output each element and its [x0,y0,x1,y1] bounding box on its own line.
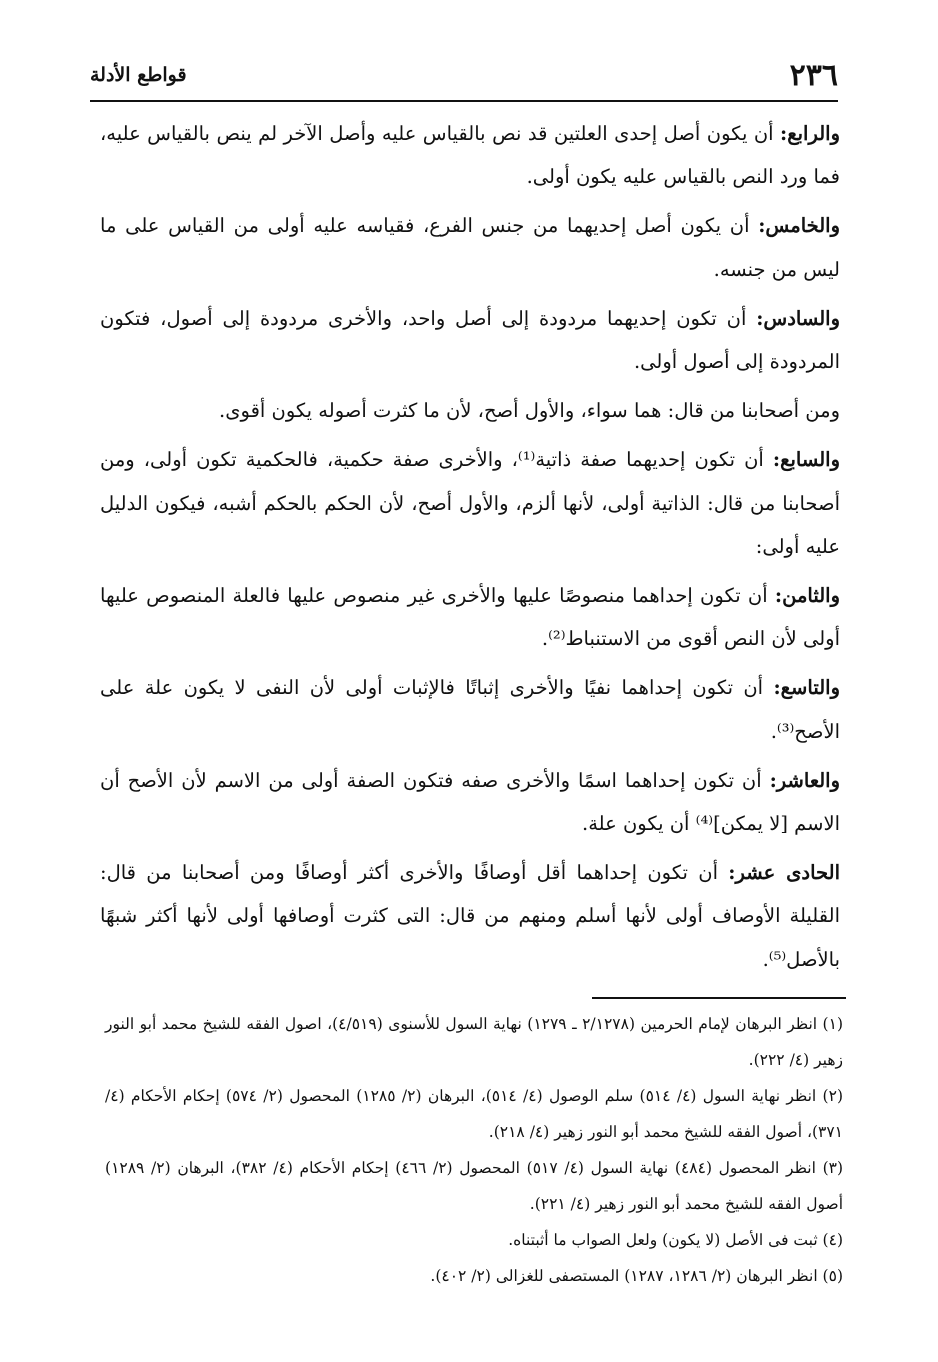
paragraph-text: أن تكون إحداهما منصوصًا عليها والأخرى غير منصوص عليها فالعلة المنصوص عليها أولى لأن النص أقوى من الاستنباط⁽²⁾. [100,584,840,651]
header-rule [90,100,838,102]
paragraph-ashir [100,759,840,845]
footnote-1: (١) انظر البرهان لإمام الحرمين (٢/١٢٧٨ ـ ١٢٧٩) نهاية السول للأسنوى (٤/٥١٩)، اصول الفقه للشيخ محمد أبو النور زهير (٤/ ٢٢٢). [105,1015,843,1069]
paragraph-lead: والرابع: [780,122,840,145]
footnote-3: (٣) انظر المحصول (٤٨٤) نهاية السول (٤/ ٥١٧) المحصول (٢/ ٤٦٦) إحكام الأحكام (٤/ ٣٨٢)، البرهان (٢/ ١٢٨٩) أصول الفقه للشيخ محمد أبو النور زهير (٤/ ٢٢١). [105,1159,844,1213]
paragraph-thamin [100,574,840,660]
paragraph-lead: والثامن: [774,584,840,608]
paragraph-sabi [100,438,840,568]
paragraph-sadis [100,297,840,383]
paragraph-lead: والسابع: [772,448,840,472]
paragraph-text: أن يكون أصل إحدى العلتين قد نص بالقياس عليه وأصل الآخر لم ينص بالقياس عليه، فما ورد النص بالقياس عليه يكون أولى. [100,122,840,189]
main-text [100,112,840,987]
paragraph-tasi [100,666,840,752]
paragraph-lead: والخامس: [758,214,840,238]
running-title: قواطع الأدلة [90,64,187,86]
paragraph-lead: الحادى عشر: [728,861,840,885]
page-header [90,52,838,98]
paragraph-lead: والتاسع: [773,676,840,700]
footnote-2: (٢) انظر نهاية السول (٤/ ٥١٤) سلم الوصول (٤/ ٥١٤)، البرهان (٢/ ١٢٨٥) المحصول (٢/ ٥٧٤) إحكام الأحكام (٤/ ٣٧١)، أصول الفقه للشيخ محمد أبو النور زهير (٤/ ٢١٨). [105,1087,843,1141]
footnote-4: (٤) ثبت فى الأصل (لا يكون) ولعل الصواب ما أثبتناه. [508,1231,843,1249]
paragraph-ashabuna [100,389,840,432]
paragraph-text: أن تكون إحداهما اسمًا والأخرى صفه فتكون الصفة أولى من الاسم لأن الأصح أن الاسم [لا يمكن]⁽⁴⁾ أن يكون علة. [100,768,840,836]
paragraph-text: ومن أصحابنا من قال: هما سواء، والأول أصح، لأن ما كثرت أصوله يكون أقوى. [219,399,840,423]
paragraph-lead: والعاشر: [769,768,840,792]
paragraph-khamis [100,204,840,290]
paragraph-rabi [100,112,840,198]
paragraph-text: أن يكون أصل إحديهما من جنس الفرع، فقياسه عليه أولى من القياس على ما ليس من جنسه. [100,214,840,281]
page-number: ٢٣٦ [789,57,838,93]
paragraph-text: أن تكون إحديهما صفة ذاتية⁽¹⁾، والأخرى صفة حكمية، فالحكمية تكون أولى، ومن أصحابنا من قال: الذاتية أولى، لأنها ألزم، والأول أصح، لأن الحكم بالحكم أشبه، فيكون الدليل عليه أولى: [100,448,840,558]
paragraph-text: أن تكون إحداهما نفيًا والأخرى إثباتًا فالإثبات أولى لأن النفى لا يكون علة على الأصح⁽³⁾. [100,676,840,743]
footnote-separator [592,997,846,999]
paragraph-text: أن تكون إحديهما مردودة إلى أصل واحد، والأخرى مردودة إلى أصول، فتكون المردودة إلى أصول أولى. [100,306,840,374]
paragraph-text: أن تكون إحداهما أقل أوصافًا والأخرى أكثر أوصافًا ومن أصحابنا من قال: القليلة الأوصاف أولى لأنها أسلم ومنهم من قال: التى كثرت أوصافها أولى لأنها أكثر شبهًا بالأصل⁽⁵⁾. [100,861,840,971]
footnotes [105,1006,843,1294]
paragraph-lead: والسادس: [756,306,840,330]
paragraph-hadi-ashar [100,851,840,981]
footnote-5: (٥) انظر البرهان (٢/ ١٢٨٦، ١٢٨٧) المستصفى للغزالى (٢/ ٤٠٢). [430,1267,843,1285]
